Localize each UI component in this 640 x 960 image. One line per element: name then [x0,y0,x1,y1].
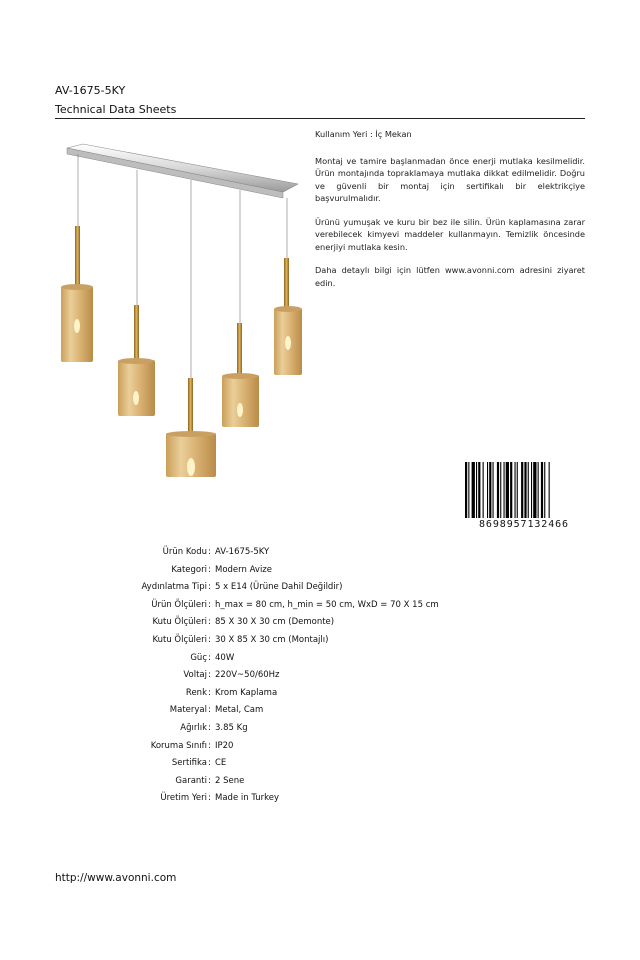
barcode-bar [533,462,536,522]
barcode-bar [468,462,469,522]
spec-value: Metal, Cam [215,705,264,716]
barcode-bar [510,462,512,522]
barcode-bar [506,462,509,522]
spec-separator: : [208,758,211,769]
barcode-bar [531,462,532,522]
pendant-lamp [274,258,302,375]
barcode-number: 8698957132466 [463,518,585,531]
spec-value: 5 x E14 (Ürüne Dahil Değildir) [215,582,343,593]
spec-row [0,685,640,703]
barcode-bar [504,462,505,522]
barcode-bar [524,462,526,522]
barcode-bar [549,462,550,522]
spec-row [0,632,640,650]
spec-separator: : [208,564,211,575]
barcode-bar [489,462,491,522]
spec-label: Aydınlatma Tipi [141,582,207,593]
barcode-bar [472,462,475,522]
spec-value: CE [215,758,227,769]
spec-row [0,720,640,738]
spec-separator: : [208,652,211,663]
spec-label: Ağırlık [180,722,207,733]
spec-separator: : [208,722,211,733]
spec-row [0,544,640,562]
spec-value: 30 X 85 X 30 cm (Montajlı) [215,634,329,645]
barcode-bar [515,462,516,522]
pendant-lamp [61,226,93,362]
spec-label: Sertifika [171,758,207,769]
spec-label: Kutu Ölçüleri [152,634,207,645]
spec-separator: : [208,582,211,593]
spec-value: Modern Avize [215,564,272,575]
safety-warning: Montaj ve tamire başlanmadan önce enerji mutlaka kesilmelidir. Ürün montajında topraklamaya mutlaka dikkat edilmelidir. Doğru ve güvenli bir montaj için sertifikalı bir elektrikçiye başvurulmalıdır. [315,155,585,203]
spec-row [0,755,640,773]
barcode-bar [493,462,494,522]
spec-table [0,544,640,808]
spec-separator: : [208,793,211,804]
spec-value: h_max = 80 cm, h_min = 50 cm, WxD = 70 X 15 cm [215,599,439,610]
ceiling-canopy [67,144,298,192]
barcode-bar [476,462,477,522]
barcode-bar [528,462,529,522]
barcode-bar [497,462,499,522]
barcode-bar [478,462,480,522]
spec-label: Materyal [169,705,207,716]
product-code-title: AV-1675-5KY [55,84,126,97]
footer-website-link[interactable]: http://www.avonni.com [55,872,177,884]
spec-value: IP20 [215,740,234,751]
spec-label: Kategori [171,564,207,575]
spec-label: Kutu Ölçüleri [152,617,207,628]
barcode-bar [483,462,484,522]
product-image-chandelier [55,140,315,500]
document-subtitle: Technical Data Sheets [55,103,177,116]
more-info-note: Daha detaylı bilgi için lütfen www.avonni.com adresini ziyaret edin. [315,265,585,288]
spec-separator: : [208,617,211,628]
usage-info [315,128,585,300]
pendant-lamp [118,305,155,416]
spec-separator: : [208,599,211,610]
spec-row [0,702,640,720]
spec-separator: : [208,775,211,786]
spec-label: Ürün Kodu [162,547,207,557]
barcode-bar [465,462,467,522]
spec-label: Ürün Ölçüleri [151,599,207,610]
spec-separator: : [208,705,211,716]
spec-row [0,773,640,791]
spec-value: 85 X 30 X 30 cm (Demonte) [215,617,335,628]
usage-location: Kullanım Yeri : İç Mekan [315,129,412,139]
spec-label: Koruma Sınıfı [150,740,207,751]
spec-label: Güç [190,652,207,663]
spec-label: Renk [185,687,207,698]
spec-separator: : [208,687,211,698]
spec-row [0,667,640,685]
spec-separator: : [208,547,211,557]
barcode-bar [517,462,518,522]
spec-separator: : [208,740,211,751]
spec-value: AV-1675-5KY [215,547,270,557]
barcode-bar [541,462,543,522]
spec-label: Voltaj [183,670,207,681]
spec-value: 40W [215,652,235,663]
spec-row [0,650,640,668]
spec-row [0,614,640,632]
barcode-bar [538,462,539,522]
spec-label: Üretim Yeri [160,793,207,804]
spec-row [0,562,640,580]
spec-value: 220V~50/60Hz [215,670,280,681]
header-divider [55,118,585,119]
spec-value: Krom Kaplama [215,687,278,698]
pendant-lamp [222,323,259,427]
spec-value: Made in Turkey [215,793,279,804]
barcode-bar [521,462,523,522]
spec-separator: : [208,634,211,645]
spec-value: 3.85 Kg [215,722,248,733]
spec-row [0,597,640,615]
barcode-bar [500,462,501,522]
pendant-lamp [166,378,216,477]
cleaning-instructions: Ürünü yumuşak ve kuru bir bez ile silin. Ürün kaplamasına zarar verebilecek kimyevi maddeler kullanmayın. Temizlik öncesinde enerjiyi mutlaka kesin. [315,216,585,252]
spec-row [0,738,640,756]
barcode-bar [544,462,545,522]
spec-row [0,579,640,597]
spec-value: 2 Sene [215,775,245,786]
spec-label: Garanti [175,775,207,786]
barcode-bar [487,462,488,522]
spec-separator: : [208,670,211,681]
spec-row [0,790,640,808]
